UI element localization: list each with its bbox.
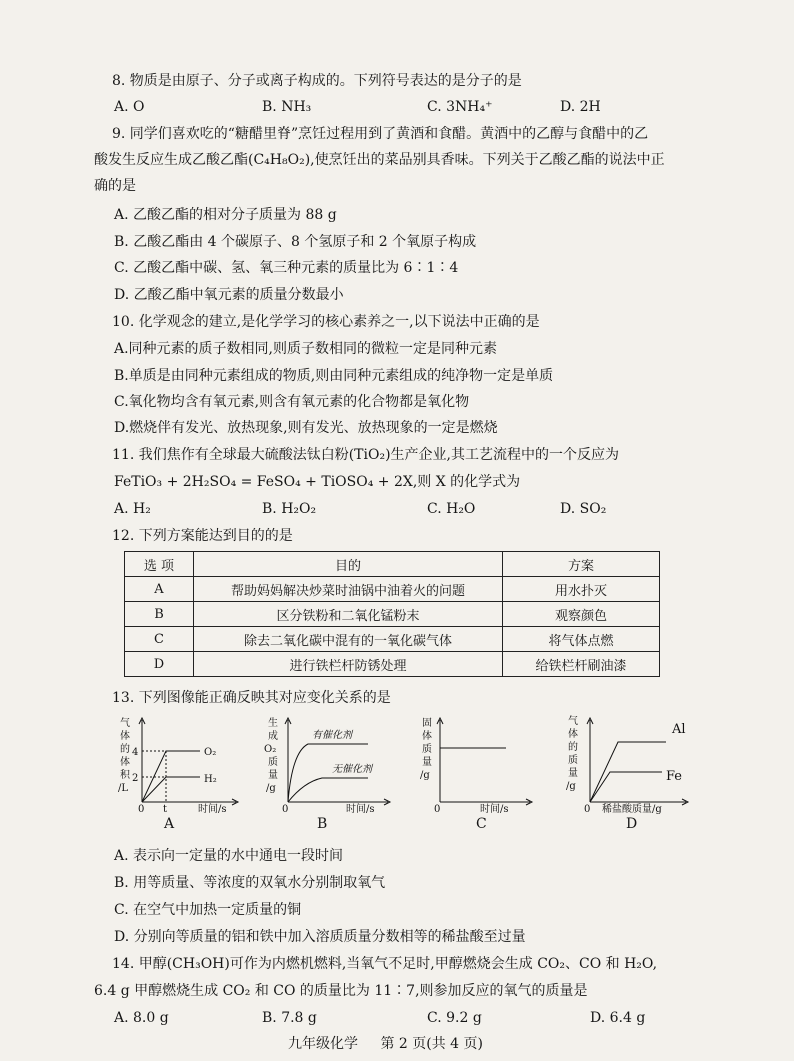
graph-b-ylabel: 质: [268, 757, 278, 768]
table-cell: 给铁栏杆刷油漆: [503, 652, 660, 677]
graph-b-ylabel: 成: [268, 731, 278, 742]
q11-equation: FeTiO₃ + 2H₂SO₄ = FeSO₄ + TiOSO₄ + 2X,则 X 的化学式为: [114, 474, 521, 490]
q12-stem: 12. 下列方案能达到目的的是: [112, 528, 293, 544]
graph-d-ylabel: 量: [568, 768, 578, 779]
graph-b-caption: B: [317, 816, 328, 832]
table-header: 方案: [503, 552, 660, 577]
graph-a-ylabel: 体: [120, 757, 130, 768]
graph-a-tick-4: 4: [132, 747, 139, 758]
q9-line3: 确的是: [94, 178, 136, 194]
graph-a-xlabel: 时间/s: [198, 804, 227, 815]
graph-a-ylabel: 积: [120, 770, 130, 781]
q14-option-c: C. 9.2 g: [427, 1010, 482, 1026]
q10-option-b: B.单质是由同种元素组成的物质,则由同种元素组成的纯净物一定是单质: [114, 368, 554, 384]
graph-c-origin: 0: [434, 804, 441, 815]
graph-a-ylabel: /L: [118, 783, 129, 794]
table-row: [125, 627, 660, 652]
graph-d-al-label: Al: [672, 722, 686, 737]
graph-a: [118, 712, 248, 837]
table-header: 选 项: [125, 552, 194, 577]
q14-option-a: A. 8.0 g: [114, 1010, 169, 1026]
graph-c-xlabel: 时间/s: [480, 804, 509, 815]
q11-option-c: C. H₂O: [427, 501, 476, 517]
graph-c-caption: C: [476, 816, 487, 832]
graph-b: [264, 712, 404, 837]
graph-a-o2-label: O₂: [204, 747, 217, 758]
graph-b-cat-label: 有催化剂: [312, 730, 352, 741]
graph-b-xlabel: 时间/s: [346, 804, 375, 815]
graph-d-ylabel: 气: [568, 716, 578, 727]
table-cell: 除去二氧化碳中混有的一氧化碳气体: [194, 627, 503, 652]
graph-d-ylabel: 体: [568, 729, 578, 740]
q8-option-d: D. 2H: [560, 99, 601, 115]
graph-a-tick-2: 2: [132, 773, 139, 784]
table-cell: D: [125, 652, 194, 677]
graph-c-ylabel: /g: [420, 770, 430, 781]
graph-d-fe-label: Fe: [666, 769, 683, 784]
graph-b-ylabel: 生: [268, 718, 278, 729]
graph-c-ylabel: 体: [422, 731, 432, 742]
graph-d-ylabel: 质: [568, 755, 578, 766]
table-header-row: [125, 552, 660, 577]
graph-a-origin: 0: [138, 804, 145, 815]
q11-line1: 11. 我们焦作有全球最大硫酸法钛白粉(TiO₂)生产企业,其工艺流程中的一个反应为: [112, 447, 619, 463]
graph-b-origin: 0: [282, 804, 289, 815]
graph-b-ylabel: O₂: [264, 744, 277, 755]
q14-option-d: D. 6.4 g: [590, 1010, 646, 1026]
table-cell: A: [125, 577, 194, 602]
graph-c-ylabel: 固: [422, 718, 432, 729]
q10-option-c: C.氧化物均含有氧元素,则含有氧元素的化合物都是氧化物: [114, 394, 470, 410]
graph-b-nocat-line: [288, 778, 368, 802]
q14-line2: 6.4 g 甲醇燃烧生成 CO₂ 和 CO 的质量比为 11∶7,则参加反应的氧气的质量是: [94, 983, 588, 999]
table-row: [125, 602, 660, 627]
table-cell: C: [125, 627, 194, 652]
graph-c-ylabel: 质: [422, 744, 432, 755]
graph-a-h2-label: H₂: [204, 774, 217, 785]
table-row: [125, 577, 660, 602]
q8-option-b: B. NH₃: [262, 99, 312, 115]
q13-stem: 13. 下列图像能正确反映其对应变化关系的是: [112, 690, 391, 706]
graph-b-ylabel: 量: [268, 770, 278, 781]
table-cell: 区分铁粉和二氧化锰粉末: [194, 602, 503, 627]
q13-option-a: A. 表示向一定量的水中通电一段时间: [114, 848, 344, 864]
table-header: 目的: [194, 552, 503, 577]
q9-option-d: D. 乙酸乙酯中氧元素的质量分数最小: [114, 287, 344, 303]
graph-a-caption: A: [164, 816, 175, 832]
footer-page-number: 第 2 页(共 4 页): [380, 1036, 483, 1052]
graph-d-ylabel: /g: [566, 781, 576, 792]
table-cell: 观察颜色: [503, 602, 660, 627]
q9-option-b: B. 乙酸乙酯由 4 个碳原子、8 个氢原子和 2 个氧原子构成: [114, 234, 477, 250]
page-footer: [288, 1033, 501, 1053]
q13-option-b: B. 用等质量、等浓度的双氧水分别制取氧气: [114, 875, 386, 891]
q11-option-d: D. SO₂: [560, 501, 607, 517]
graph-d-origin: 0: [584, 804, 591, 815]
graph-d-fe-line: [590, 772, 662, 802]
q10-option-d: D.燃烧伴有发光、放热现象,则有发光、放热现象的一定是燃烧: [114, 420, 498, 436]
q11-option-b: B. H₂O₂: [262, 501, 317, 517]
graph-b-nocat-label: 无催化剂: [332, 764, 372, 775]
graph-d-xlabel: 稀盐酸质量/g: [602, 804, 662, 815]
table-cell: B: [125, 602, 194, 627]
graph-d-caption: D: [626, 816, 638, 832]
graph-c-ylabel: 量: [422, 757, 432, 768]
q11-option-a: A. H₂: [114, 501, 151, 517]
table-cell: 将气体点燃: [503, 627, 660, 652]
table-cell: 进行铁栏杆防锈处理: [194, 652, 503, 677]
q8-option-c: C. 3NH₄⁺: [427, 99, 493, 115]
q8-stem: 8. 物质是由原子、分子或离子构成的。下列符号表达的是分子的是: [112, 73, 522, 89]
table-row: [125, 652, 660, 677]
q13-option-d: D. 分别向等质量的铝和铁中加入溶质质量分数相等的稀盐酸至过量: [114, 929, 526, 945]
q8-option-a: A. O: [114, 99, 145, 115]
q10-stem: 10. 化学观念的建立,是化学学习的核心素养之一,以下说法中正确的是: [112, 314, 540, 330]
graph-a-ylabel: 体: [120, 731, 130, 742]
q12-table: [124, 551, 660, 677]
q10-option-a: A.同种元素的质子数相同,则质子数相同的微粒一定是同种元素: [114, 341, 498, 357]
q9-line1: 9. 同学们喜欢吃的“糖醋里脊”烹饪过程用到了黄酒和食醋。黄酒中的乙醇与食醋中的乙: [112, 126, 649, 142]
q14-option-b: B. 7.8 g: [262, 1010, 317, 1026]
q9-line2: 酸发生反应生成乙酸乙酯(C₄H₈O₂),使烹饪出的菜品别具香味。下列关于乙酸乙酯的说法中正: [94, 152, 665, 168]
q14-line1: 14. 甲醇(CH₃OH)可作为内燃机燃料,当氧气不足时,甲醇燃烧会生成 CO₂、CO 和 H₂O,: [112, 956, 658, 972]
graph-a-ylabel: 气: [120, 718, 130, 729]
q9-option-a: A. 乙酸乙酯的相对分子质量为 88 g: [114, 207, 337, 223]
table-cell: 用水扑灭: [503, 577, 660, 602]
table-cell: 帮助妈妈解决炒菜时油锅中油着火的问题: [194, 577, 503, 602]
graph-a-h2-line: [142, 777, 200, 802]
graph-d-ylabel: 的: [568, 742, 578, 753]
graph-a-t-label: t: [163, 804, 168, 815]
footer-subject: 九年级化学: [288, 1036, 358, 1052]
graph-a-ylabel: 的: [120, 744, 130, 755]
q9-option-c: C. 乙酸乙酯中碳、氢、氧三种元素的质量比为 6∶1∶4: [114, 260, 459, 276]
q13-option-c: C. 在空气中加热一定质量的铜: [114, 902, 302, 918]
graph-b-ylabel: /g: [266, 783, 276, 794]
